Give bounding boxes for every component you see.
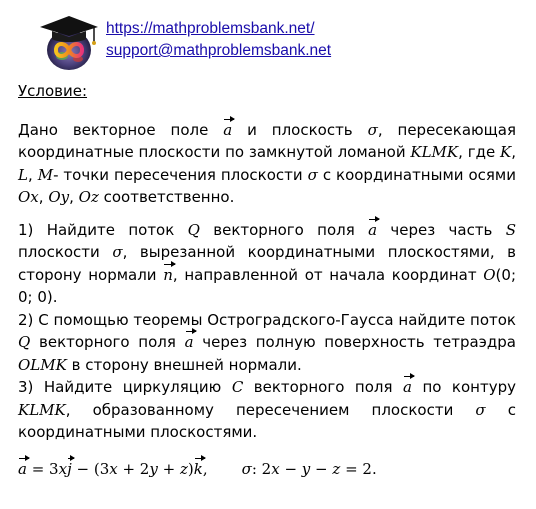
logo: [38, 12, 100, 72]
vector-field-formula: a = 3xj − (3x + 2y + z)k,: [18, 460, 208, 478]
formula-line: [18, 458, 516, 481]
task-2: 2) С помощью теоремы Остроградского-Гаусса найдите поток Q векторного поля a через полную поверхность тетраэдра OLMK в сторону внешней нормали.: [18, 310, 516, 374]
task-3: 3) Найдите циркуляцию C векторного поля a по контуру KLMK, образованному пересечением плоскости σ с координатными плоскостями.: [18, 378, 516, 441]
header: [38, 12, 518, 72]
header-links: [106, 18, 331, 62]
email-link[interactable]: support@mathproblemsbank.net: [106, 42, 332, 59]
problem-statement: [18, 80, 516, 480]
site-link[interactable]: https://mathproblemsbank.net/: [106, 20, 315, 37]
condition-heading: Условие:: [18, 82, 88, 100]
plane-formula: σ: 2x − y − z = 2.: [241, 459, 377, 478]
task-1: 1) Найдите поток Q векторного поля a через часть S плоскости σ, вырезанной координатными плоскостями, в сторону нормали n, направленной от начала координат O(0; 0; 0).: [18, 220, 516, 306]
graduation-cap-infinity-logo-icon: [38, 12, 100, 72]
intro-paragraph: Дано векторное поле a и плоскость σ, пересекающая координатные плоскости по замкнутой ломаной KLMK, где K, L, M- точки пересечения плоскости σ с координатными осями Ox, Oy, Oz соответственно.: [18, 120, 516, 206]
